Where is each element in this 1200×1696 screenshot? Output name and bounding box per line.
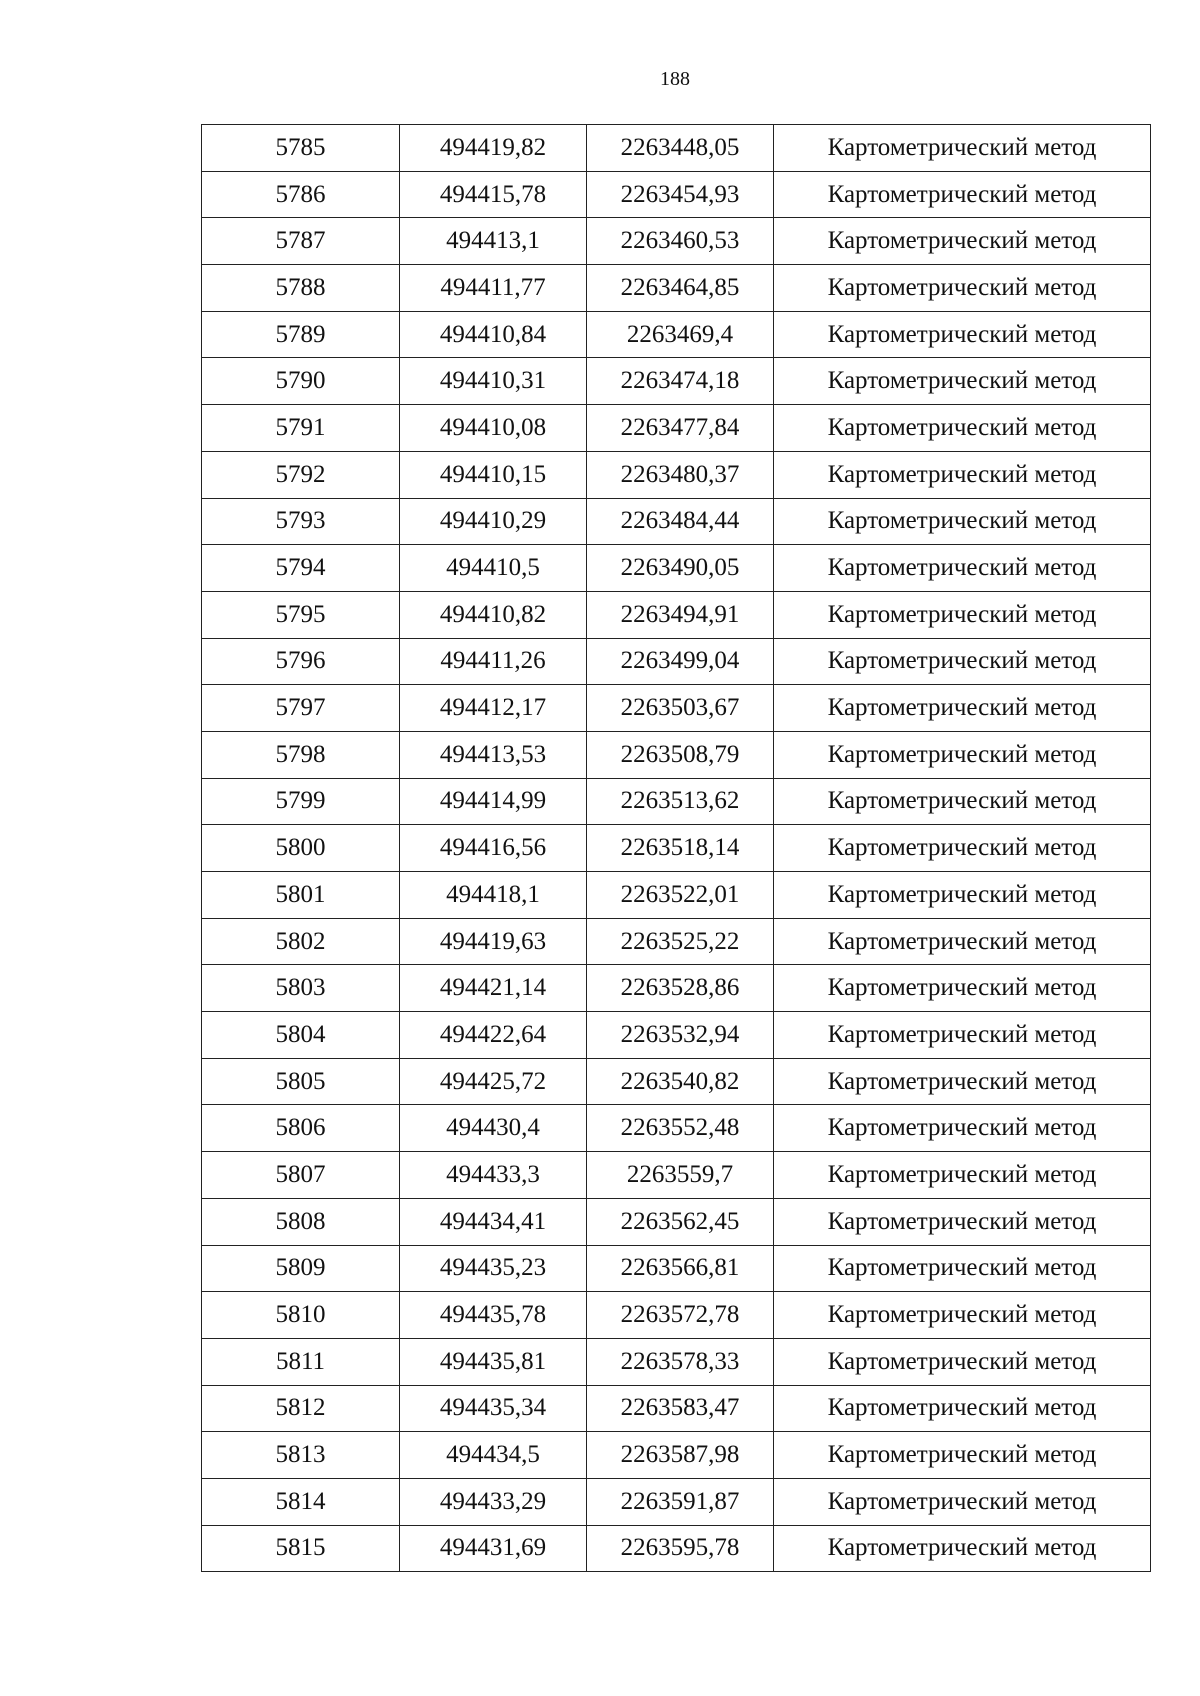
- x-coordinate-cell: 494411,77: [400, 265, 587, 312]
- table-row: [202, 218, 1151, 265]
- y-coordinate-cell: 2263540,82: [587, 1058, 774, 1105]
- point-number-cell: 5811: [202, 1338, 400, 1385]
- y-coordinate-cell: 2263474,18: [587, 358, 774, 405]
- x-coordinate-cell: 494419,63: [400, 918, 587, 965]
- x-coordinate-cell: 494435,81: [400, 1338, 587, 1385]
- method-cell: Картометрический метод: [774, 1478, 1151, 1525]
- table-row: [202, 872, 1151, 919]
- x-coordinate-cell: 494412,17: [400, 685, 587, 732]
- x-coordinate-cell: 494410,15: [400, 451, 587, 498]
- x-coordinate-cell: 494411,26: [400, 638, 587, 685]
- table-row: [202, 825, 1151, 872]
- table-row: [202, 1432, 1151, 1479]
- method-cell: Картометрический метод: [774, 311, 1151, 358]
- table-row: [202, 498, 1151, 545]
- method-cell: Картометрический метод: [774, 685, 1151, 732]
- x-coordinate-cell: 494435,78: [400, 1292, 587, 1339]
- x-coordinate-cell: 494425,72: [400, 1058, 587, 1105]
- method-cell: Картометрический метод: [774, 1385, 1151, 1432]
- table-row: [202, 311, 1151, 358]
- table-row: [202, 965, 1151, 1012]
- method-cell: Картометрический метод: [774, 1152, 1151, 1199]
- x-coordinate-cell: 494434,41: [400, 1198, 587, 1245]
- point-number-cell: 5807: [202, 1152, 400, 1199]
- point-number-cell: 5793: [202, 498, 400, 545]
- table-row: [202, 265, 1151, 312]
- x-coordinate-cell: 494431,69: [400, 1525, 587, 1572]
- table-row: [202, 918, 1151, 965]
- method-cell: Картометрический метод: [774, 265, 1151, 312]
- method-cell: Картометрический метод: [774, 1432, 1151, 1479]
- point-number-cell: 5814: [202, 1478, 400, 1525]
- x-coordinate-cell: 494419,82: [400, 125, 587, 172]
- x-coordinate-cell: 494410,5: [400, 545, 587, 592]
- point-number-cell: 5785: [202, 125, 400, 172]
- table-row: [202, 1105, 1151, 1152]
- y-coordinate-cell: 2263559,7: [587, 1152, 774, 1199]
- method-cell: Картометрический метод: [774, 731, 1151, 778]
- y-coordinate-cell: 2263552,48: [587, 1105, 774, 1152]
- y-coordinate-cell: 2263499,04: [587, 638, 774, 685]
- table-row: [202, 451, 1151, 498]
- y-coordinate-cell: 2263477,84: [587, 405, 774, 452]
- x-coordinate-cell: 494421,14: [400, 965, 587, 1012]
- method-cell: Картометрический метод: [774, 125, 1151, 172]
- y-coordinate-cell: 2263578,33: [587, 1338, 774, 1385]
- table-row: [202, 1152, 1151, 1199]
- point-number-cell: 5799: [202, 778, 400, 825]
- point-number-cell: 5789: [202, 311, 400, 358]
- method-cell: Картометрический метод: [774, 545, 1151, 592]
- point-number-cell: 5809: [202, 1245, 400, 1292]
- point-number-cell: 5810: [202, 1292, 400, 1339]
- x-coordinate-cell: 494410,31: [400, 358, 587, 405]
- x-coordinate-cell: 494435,23: [400, 1245, 587, 1292]
- x-coordinate-cell: 494410,08: [400, 405, 587, 452]
- table-row: [202, 545, 1151, 592]
- y-coordinate-cell: 2263525,22: [587, 918, 774, 965]
- table-row: [202, 685, 1151, 732]
- y-coordinate-cell: 2263518,14: [587, 825, 774, 872]
- table-row: [202, 638, 1151, 685]
- coordinates-table-body: [202, 125, 1151, 1572]
- table-row: [202, 1385, 1151, 1432]
- table-row: [202, 1478, 1151, 1525]
- table-row: [202, 1198, 1151, 1245]
- y-coordinate-cell: 2263469,4: [587, 311, 774, 358]
- method-cell: Картометрический метод: [774, 218, 1151, 265]
- x-coordinate-cell: 494413,53: [400, 731, 587, 778]
- point-number-cell: 5787: [202, 218, 400, 265]
- table-row: [202, 405, 1151, 452]
- method-cell: Картометрический метод: [774, 1198, 1151, 1245]
- table-row: [202, 1012, 1151, 1059]
- method-cell: Картометрический метод: [774, 591, 1151, 638]
- point-number-cell: 5796: [202, 638, 400, 685]
- point-number-cell: 5805: [202, 1058, 400, 1105]
- x-coordinate-cell: 494434,5: [400, 1432, 587, 1479]
- y-coordinate-cell: 2263480,37: [587, 451, 774, 498]
- y-coordinate-cell: 2263595,78: [587, 1525, 774, 1572]
- x-coordinate-cell: 494414,99: [400, 778, 587, 825]
- table-row: [202, 778, 1151, 825]
- y-coordinate-cell: 2263460,53: [587, 218, 774, 265]
- x-coordinate-cell: 494413,1: [400, 218, 587, 265]
- page-number: 188: [660, 68, 690, 90]
- y-coordinate-cell: 2263454,93: [587, 171, 774, 218]
- method-cell: Картометрический метод: [774, 778, 1151, 825]
- table-row: [202, 1292, 1151, 1339]
- table-row: [202, 1338, 1151, 1385]
- method-cell: Картометрический метод: [774, 638, 1151, 685]
- y-coordinate-cell: 2263503,67: [587, 685, 774, 732]
- point-number-cell: 5806: [202, 1105, 400, 1152]
- point-number-cell: 5808: [202, 1198, 400, 1245]
- x-coordinate-cell: 494410,84: [400, 311, 587, 358]
- method-cell: Картометрический метод: [774, 872, 1151, 919]
- x-coordinate-cell: 494416,56: [400, 825, 587, 872]
- x-coordinate-cell: 494435,34: [400, 1385, 587, 1432]
- table-row: [202, 125, 1151, 172]
- y-coordinate-cell: 2263508,79: [587, 731, 774, 778]
- y-coordinate-cell: 2263532,94: [587, 1012, 774, 1059]
- x-coordinate-cell: 494433,3: [400, 1152, 587, 1199]
- x-coordinate-cell: 494415,78: [400, 171, 587, 218]
- point-number-cell: 5802: [202, 918, 400, 965]
- point-number-cell: 5794: [202, 545, 400, 592]
- method-cell: Картометрический метод: [774, 1058, 1151, 1105]
- y-coordinate-cell: 2263494,91: [587, 591, 774, 638]
- table-row: [202, 1058, 1151, 1105]
- method-cell: Картометрический метод: [774, 1105, 1151, 1152]
- point-number-cell: 5801: [202, 872, 400, 919]
- point-number-cell: 5790: [202, 358, 400, 405]
- y-coordinate-cell: 2263591,87: [587, 1478, 774, 1525]
- table-row: [202, 1245, 1151, 1292]
- x-coordinate-cell: 494410,29: [400, 498, 587, 545]
- y-coordinate-cell: 2263528,86: [587, 965, 774, 1012]
- point-number-cell: 5798: [202, 731, 400, 778]
- table-row: [202, 1525, 1151, 1572]
- method-cell: Картометрический метод: [774, 1245, 1151, 1292]
- y-coordinate-cell: 2263562,45: [587, 1198, 774, 1245]
- method-cell: Картометрический метод: [774, 965, 1151, 1012]
- y-coordinate-cell: 2263464,85: [587, 265, 774, 312]
- point-number-cell: 5815: [202, 1525, 400, 1572]
- y-coordinate-cell: 2263484,44: [587, 498, 774, 545]
- y-coordinate-cell: 2263583,47: [587, 1385, 774, 1432]
- y-coordinate-cell: 2263522,01: [587, 872, 774, 919]
- method-cell: Картометрический метод: [774, 405, 1151, 452]
- point-number-cell: 5791: [202, 405, 400, 452]
- method-cell: Картометрический метод: [774, 171, 1151, 218]
- point-number-cell: 5786: [202, 171, 400, 218]
- y-coordinate-cell: 2263448,05: [587, 125, 774, 172]
- y-coordinate-cell: 2263566,81: [587, 1245, 774, 1292]
- method-cell: Картометрический метод: [774, 825, 1151, 872]
- y-coordinate-cell: 2263587,98: [587, 1432, 774, 1479]
- point-number-cell: 5792: [202, 451, 400, 498]
- method-cell: Картометрический метод: [774, 498, 1151, 545]
- method-cell: Картометрический метод: [774, 358, 1151, 405]
- point-number-cell: 5788: [202, 265, 400, 312]
- point-number-cell: 5812: [202, 1385, 400, 1432]
- x-coordinate-cell: 494430,4: [400, 1105, 587, 1152]
- point-number-cell: 5804: [202, 1012, 400, 1059]
- x-coordinate-cell: 494422,64: [400, 1012, 587, 1059]
- table-row: [202, 591, 1151, 638]
- table-row: [202, 731, 1151, 778]
- x-coordinate-cell: 494410,82: [400, 591, 587, 638]
- x-coordinate-cell: 494433,29: [400, 1478, 587, 1525]
- method-cell: Картометрический метод: [774, 451, 1151, 498]
- method-cell: Картометрический метод: [774, 1525, 1151, 1572]
- point-number-cell: 5813: [202, 1432, 400, 1479]
- method-cell: Картометрический метод: [774, 1338, 1151, 1385]
- point-number-cell: 5800: [202, 825, 400, 872]
- y-coordinate-cell: 2263572,78: [587, 1292, 774, 1339]
- point-number-cell: 5797: [202, 685, 400, 732]
- method-cell: Картометрический метод: [774, 1012, 1151, 1059]
- y-coordinate-cell: 2263490,05: [587, 545, 774, 592]
- y-coordinate-cell: 2263513,62: [587, 778, 774, 825]
- coordinates-table: [201, 124, 1151, 1572]
- method-cell: Картометрический метод: [774, 1292, 1151, 1339]
- method-cell: Картометрический метод: [774, 918, 1151, 965]
- table-row: [202, 358, 1151, 405]
- point-number-cell: 5795: [202, 591, 400, 638]
- x-coordinate-cell: 494418,1: [400, 872, 587, 919]
- point-number-cell: 5803: [202, 965, 400, 1012]
- table-row: [202, 171, 1151, 218]
